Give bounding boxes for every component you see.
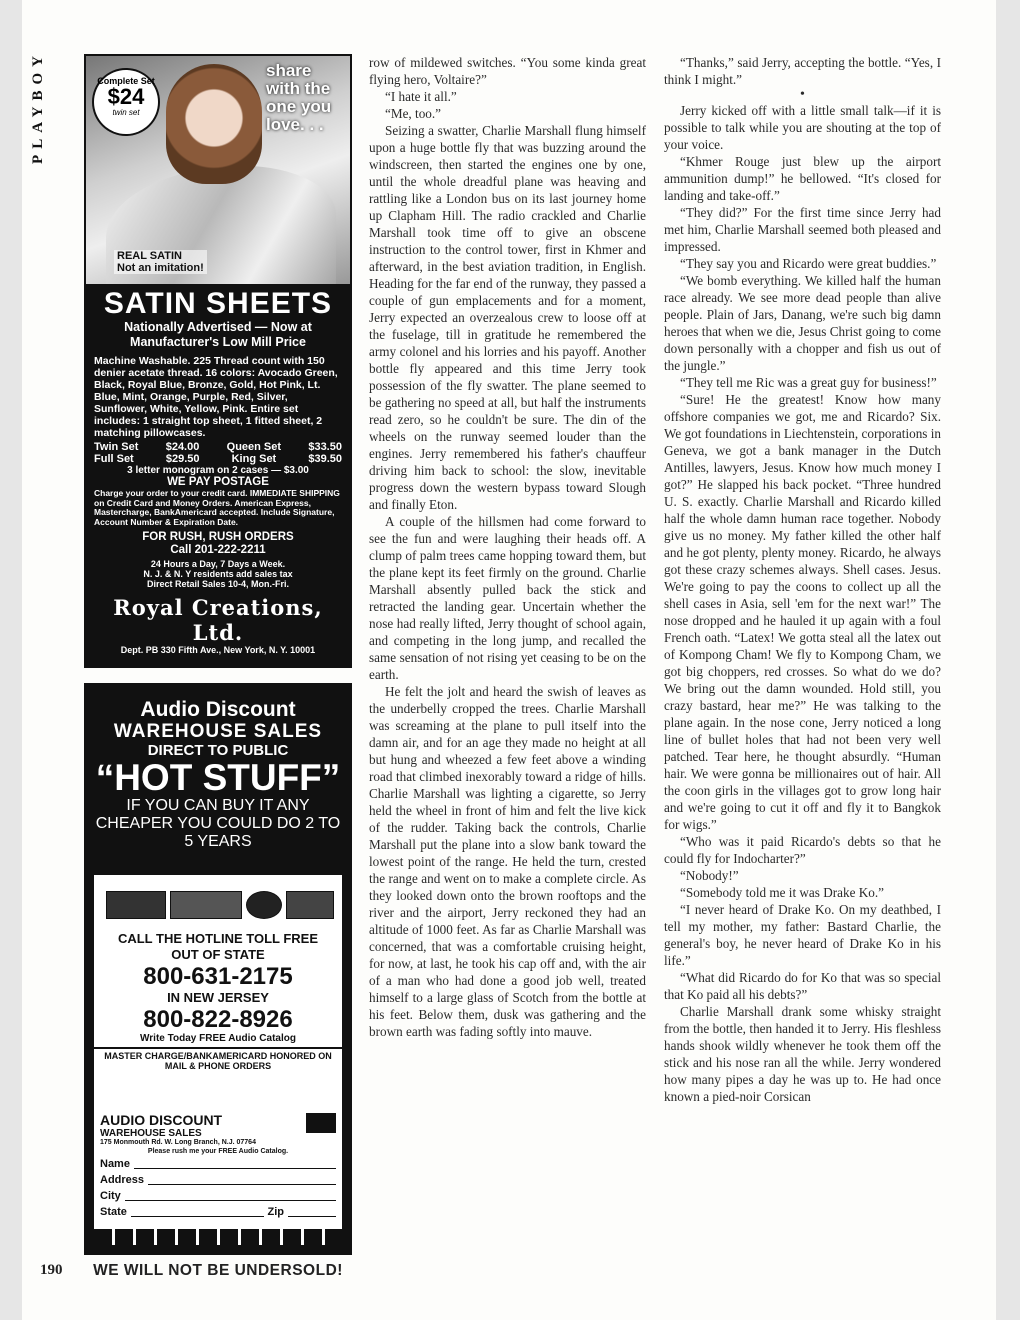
- price-value: $33.50: [308, 441, 342, 453]
- direct-to-public: DIRECT TO PUBLIC: [147, 742, 289, 759]
- coupon-field: [100, 1188, 336, 1204]
- hours-note: 24 Hours a Day, 7 Days a Week.: [150, 559, 286, 569]
- tax-note: N. J. & N. Y residents add sales tax: [143, 569, 293, 579]
- paragraph: “They did?” For the first time since Jerry had met him, Charlie Marshall seemed both pleased and impressed.: [664, 205, 941, 254]
- ad-body: [86, 284, 350, 659]
- coupon-field: [100, 1172, 336, 1188]
- paragraph: “What did Ricardo do for Ko that was so special that Ko paid all his debts?”: [664, 970, 941, 1002]
- dept-address: Dept. PB 330 Fifth Ave., New York, N. Y. 10001: [120, 645, 316, 655]
- price-label: King Set: [231, 453, 277, 465]
- section-separator: •: [800, 87, 805, 102]
- brand-name: Royal Creations, Ltd.: [113, 595, 323, 645]
- badge-price: $24: [107, 84, 145, 109]
- paragraph: “They say you and Ricardo were great buddies.”: [680, 256, 937, 271]
- coupon-field: [100, 1204, 336, 1220]
- paragraph: Jerry kicked off with a little small talk—if it is possible to talk while you are shouting at the top of your voice.: [664, 103, 941, 152]
- paragraph: Charlie Marshall drank some whisky straight from the bottle, then handed it to Jerry. His fleshless hands shook wildly whenever he took them off the stick and his nose ran all the while. Jerry wondered how many pipes a day he was up to. He had once known a pied-noir Corsican: [664, 1004, 941, 1104]
- price-row: [94, 441, 342, 453]
- ad-description: Machine Washable. 225 Thread count with 150 denier acetate thread. 16 colors: Avocado Green, Black, Royal Blue, Bronze, Gold, Hot Pink, Lt. Blue, Mint, Orange, Purple, Red, Silver, Sunflower, White, Yellow, Pink. Entire set includes: 1 straight top sheet, 1 fitted sheet, 2 matching pillowcases.: [94, 355, 338, 439]
- price-value: $39.50: [308, 453, 342, 465]
- postage-note: WE PAY POSTAGE: [167, 476, 269, 488]
- ad-headline: SATIN SHEETS: [103, 287, 333, 320]
- paragraph: Seizing a swatter, Charlie Marshall flung himself upon a huge bottle fly that was buzzing around the windscreen, then started the engines one by one, until the whole dreadful plane was heaving and rattling like a London bus on its last journey home up Clapham Hill. The radio crackled and Charlie Marshall took time off to give an obscene instruction to the control tower, first in Khmer and afterward, in the best aviation tradition, in English. Heading for the far end of the runway, they passed a couple of gun emplacements and for a moment, Jerry expected an overzealous crew to loose off at the fuselage, till in gratitude he remembered the army colonel and his lorries and his payoff. Another bottle fly appeared and this time Jerry took possession of the fly swatter. The plane seemed to be gathering no speed at all, but half the instruments read zero, so he couldn't be sure. The din of the wheels on the runway seemed louder than the engines. Jerry remembered his father's chauffeur driving him back to school: the slow, inevitable progress down the western bypass toward Slough and finally Eton.: [369, 123, 646, 512]
- model-image: [166, 64, 262, 184]
- real-satin-note: [114, 250, 207, 274]
- paragraph: row of mildewed switches. “You some kinda great flying hero, Voltaire?”: [369, 55, 646, 87]
- paragraph: “Nobody!”: [680, 868, 739, 883]
- hotline-label: CALL THE HOTLINE TOLL FREE: [117, 931, 319, 946]
- paragraph: “I hate it all.”: [385, 89, 457, 104]
- credit-card-logo: [306, 1113, 336, 1133]
- field-line: [134, 1156, 336, 1169]
- cheaper-note: IF YOU CAN BUY IT ANY CHEAPER YOU COULD DO 2 TO 5 YEARS: [95, 797, 341, 850]
- share-slogan: share with the one you love. . .: [266, 61, 332, 134]
- stereo-equipment-image: [100, 879, 336, 927]
- price-list: [94, 441, 342, 465]
- magazine-name: PLAYBOY: [30, 50, 46, 164]
- hot-stuff: “HOT STUFF”: [95, 757, 341, 798]
- mastercharge-note: MASTER CHARGE/BANKAMERICARD HONORED ON MAIL & PHONE ORDERS: [94, 1047, 342, 1071]
- in-nj-label: IN NEW JERSEY: [167, 990, 269, 1005]
- paragraph: “Me, too.”: [385, 106, 442, 121]
- paragraph: “Thanks,” said Jerry, accepting the bottle. “Yes, I think I might.”: [664, 55, 941, 87]
- paragraph: “Sure! He the greatest! Know how many offshore companies we got, me and Ricardo? Six. We got foundations in Liechtenstein, corporations in Geneva, we got a bank manager in the Dutch Antilles, lawyers, Jesus. Know how much money I got?” He slapped his back pocket. “Three hundred U. S. exactly. Charlie Marshall and Ricardo killed half the whole damn human race together. Nobody give us no money. My father killed the other half and he got plenty, plenty money. Ricardo, he always got these crazy schemes always. Shell cases. Jesus. We're going to pay the coons to collect up all the shell cases in Asia, sell 'em for the next war!” The nose dropped and he hauled it up again with a foul French oath. “Latex! We gotta steal all the latex out of Kompong Cham! We fly to Kompong Cham, we got big choppers, red crosses. So what do we do? We bring out the damn wounded. Hold still, you crazy bastard, hear me?” He was talking to the plane again. In the nose cone, Jerry noticed a long line of bullet holes that had not been very well patched. Tear here, he thought absurdly. “Human hair. We were gonna be millionaires out of hair. All the coon girls in the villages got to grow long hair and we're going to cut it off and fly it to Bangkok for wigs.”: [664, 392, 941, 832]
- coupon: [100, 1113, 336, 1220]
- warehouse-sales: WAREHOUSE SALES: [113, 721, 323, 742]
- price-row: [94, 453, 342, 465]
- paragraph: “I never heard of Drake Ko. On my deathbed, I tell my mother, my father: Bastard Charlie, the general's boy, he never heard of Drake Ko in his life.”: [664, 902, 941, 968]
- retail-note: Direct Retail Sales 10-4, Mon.-Fri.: [146, 579, 290, 589]
- paragraph: “Somebody told me it was Drake Ko.”: [680, 885, 884, 900]
- paragraph: “Who was it paid Ricardo's debts so that he could fly for Indocharter?”: [664, 834, 941, 866]
- not-imitation: Not an imitation!: [117, 262, 204, 274]
- coupon-name: AUDIO DISCOUNT: [100, 1112, 223, 1128]
- paragraph: He felt the jolt and heard the swish of leaves as the underbelly cropped the trees. Charlie Marshall was screaming at the plane to pull itself into the damn air, and for an age they made no height at all but hung and wheezed a few feet above a winding road that climbed inexorably toward a ridge of hills. Charlie Marshall was lighting a cigarette, so Jerry held the wheel in front of him and felt the live kick of the rudder. Taking back the controls, Charlie Marshall put the plane into a slow bank toward the lowest point of the range. He held the turn, crested the range and went on to make a complete circle. As they looked down onto the brown rooftops and the river and the airport, Jerry reckoned they had an altitude of 1000 feet. As far as Charlie Marshall was concerned, that was a comfortable cruising height, for now, at last, he took his cap off and, with the air of a man who had done a good job well, treated himself to a large glass of Scotch from the bottle at his feet. Below them, dusk was gathering and the brown earth was fading softly into mauve.: [369, 684, 646, 1039]
- field-line: [131, 1204, 264, 1217]
- ad-subhead: Nationally Advertised — Now at Manufacturer's Low Mill Price: [124, 320, 312, 349]
- field-line: [288, 1204, 336, 1217]
- audio-discount-ad: [84, 683, 352, 1255]
- field-label: Zip: [267, 1206, 284, 1218]
- field-label: Name: [100, 1158, 130, 1170]
- price-label: Full Set: [94, 453, 134, 465]
- article-column-2: [369, 54, 646, 1040]
- coupon-address: 175 Monmouth Rd. W. Long Branch, N.J. 07764: [100, 1139, 256, 1146]
- paragraph: “Khmer Rouge just blew up the airport ammunition dump!” he bellowed. “It's closed for landing and take-off.”: [664, 154, 941, 203]
- price-badge: [94, 70, 158, 134]
- coupon-field: [100, 1156, 336, 1172]
- undersold-slogan: WE WILL NOT BE UNDERSOLD!: [93, 1262, 343, 1279]
- field-label: Address: [100, 1174, 145, 1186]
- ad-header: [94, 693, 342, 875]
- paragraph: “They tell me Ric was a great guy for business!”: [680, 375, 937, 390]
- monogram-note: 3 letter monogram on 2 cases — $3.00: [127, 465, 309, 476]
- field-label: State: [100, 1206, 127, 1218]
- satin-sheets-ad: [84, 54, 352, 668]
- article-column-3: [664, 54, 941, 1105]
- hotline-section: [94, 931, 342, 1071]
- out-of-state-label: OUT OF STATE: [171, 947, 265, 962]
- rush-orders: FOR RUSH, RUSH ORDERS: [142, 531, 294, 543]
- field-label: City: [100, 1190, 121, 1202]
- price-label: Queen Set: [226, 441, 282, 453]
- price-label: Twin Set: [94, 441, 139, 453]
- price-value: $24.00: [165, 441, 200, 453]
- paragraph: A couple of the hillsmen had come forward to see the fun and were laughing their heads off. A clump of palm trees came hopping toward them, but the plane kept its feet firmly on the ground. Charlie Marshall absently pulled back the stick and retracted the landing gear. Uncertain whether the nose had really lifted, Jerry thought of school again, and competing in the long jump, and recalled the same sensation of not rising yet ceasing to be on the earth.: [369, 514, 646, 682]
- column-3-part-b: [664, 102, 941, 1105]
- coupon-border: [94, 1229, 342, 1245]
- paragraph: “We bomb everything. We killed half the human race already. We see more dead people than alive people. Plain of Jars, Danang, we're such big damn heroes that when we die, Jesus Christ going to come down personally with a chopper and fish us out of the jungle.”: [664, 273, 941, 373]
- catalog-note: Write Today FREE Audio Catalog: [140, 1033, 296, 1044]
- column-3-part-a: [664, 54, 941, 88]
- phone-nj: 800-822-8926: [143, 1006, 293, 1033]
- field-line: [125, 1188, 336, 1201]
- page-number: 190: [40, 1262, 63, 1278]
- coupon-rush: Please rush me your FREE Audio Catalog.: [147, 1148, 289, 1155]
- coupon-warehouse: WAREHOUSE SALES: [100, 1128, 202, 1139]
- real-satin: REAL SATIN: [117, 250, 182, 262]
- badge-sub: twin set: [112, 108, 140, 117]
- call-number: Call 201-222-2211: [170, 544, 266, 556]
- field-line: [148, 1172, 336, 1185]
- badge-top: Complete Set: [97, 76, 155, 86]
- page-edge-right: [996, 0, 1020, 1320]
- audio-logo: Audio Discount: [140, 698, 296, 721]
- ad-photo: [86, 56, 350, 284]
- page-edge-left: [0, 0, 22, 1320]
- charge-note: Charge your order to your credit card. IMMEDIATE SHIPPING on Credit Card and Money Orders. American Express, Mastercharge, BankAmericard accepted. Include Signature, Account Number & Expiration Date.: [94, 488, 340, 527]
- phone-out-of-state: 800-631-2175: [143, 963, 293, 990]
- price-value: $29.50: [165, 453, 200, 465]
